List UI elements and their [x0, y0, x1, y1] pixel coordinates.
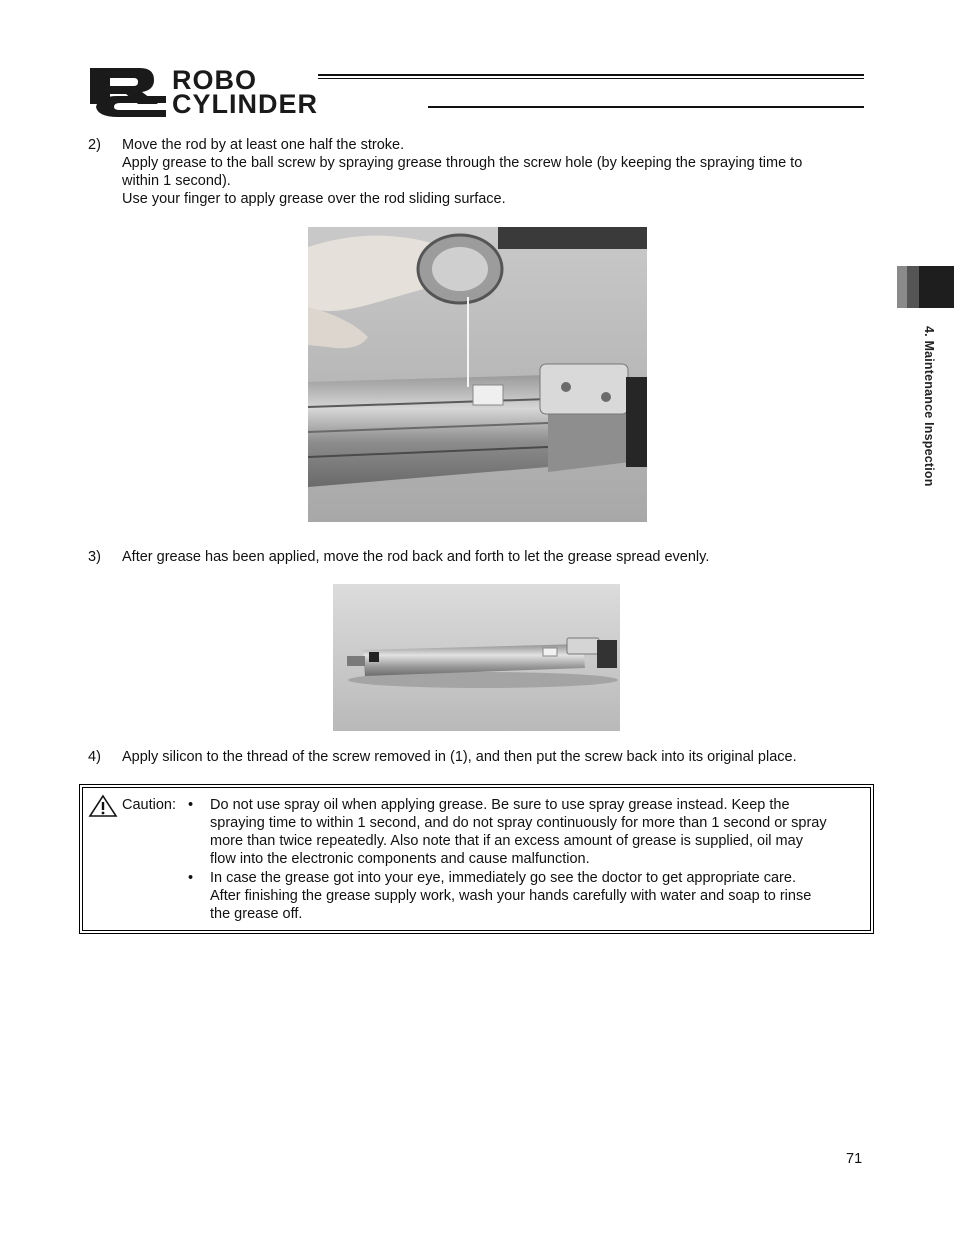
caution-bullet: • [188, 870, 194, 886]
step-2-line: Move the rod by at least one half the stroke. [122, 137, 405, 153]
step-4-number: 4) [88, 749, 101, 765]
step-2-line: within 1 second). [122, 173, 231, 189]
step-2-line: Use your finger to apply grease over the rod sliding surface. [122, 191, 506, 207]
robo-cylinder-logo-mark [88, 66, 168, 118]
logo-text-cylinder: CYLINDER [172, 89, 319, 119]
page-number: 71 [846, 1151, 863, 1167]
step-3-text [122, 548, 872, 566]
chapter-tab-stripe-dark [919, 266, 954, 308]
chapter-tab-stripe-light [897, 266, 907, 308]
chapter-tab-stripe-mid [907, 266, 919, 308]
step-4-line: Apply silicon to the thread of the screw removed in (1), and then put the screw back into its original place. [122, 749, 797, 765]
caution-item-1-line: flow into the electronic components and cause malfunction. [210, 851, 590, 867]
caution-item-1-line: spraying time to within 1 second, and do not spray continuously for more than 1 second or spray [210, 815, 827, 831]
caution-item-1 [210, 796, 870, 868]
step-2-line: Apply grease to the ball screw by spraying grease through the screw hole (by keeping the spraying time to [122, 155, 803, 171]
header-rule-top-2 [318, 78, 864, 79]
caution-item-1-line: more than twice repeatedly. Also note that if an excess amount of grease is supplied, oil may [210, 833, 803, 849]
caution-item-2-line: In case the grease got into your eye, immediately go see the doctor to get appropriate care. [210, 870, 796, 886]
caution-item-2-line: the grease off. [210, 906, 303, 922]
header-rule-top-1 [318, 74, 864, 76]
step-3-number: 3) [88, 549, 101, 565]
caution-item-2 [210, 869, 870, 923]
caution-bullet: • [188, 797, 194, 813]
caution-item-1-line: Do not use spray oil when applying grease. Be sure to use spray grease instead. Keep the [210, 797, 790, 813]
header-rule-bottom [428, 106, 864, 108]
chapter-side-label: 4. Maintenance Inspection [922, 326, 936, 487]
step-2-number: 2) [88, 137, 101, 153]
photo-actuator-on-table [333, 584, 620, 731]
step-3-line: After grease has been applied, move the rod back and forth to let the grease spread evenly. [122, 549, 710, 565]
step-4-text [122, 748, 882, 766]
logo-text-robo: ROBO [172, 65, 257, 95]
step-2-text [122, 136, 872, 208]
photo-grease-spraying [308, 227, 647, 522]
warning-triangle-icon [88, 794, 118, 818]
caution-item-2-line: After finishing the grease supply work, wash your hands carefully with water and soap to rinse [210, 888, 812, 904]
caution-label: Caution: [122, 797, 177, 813]
